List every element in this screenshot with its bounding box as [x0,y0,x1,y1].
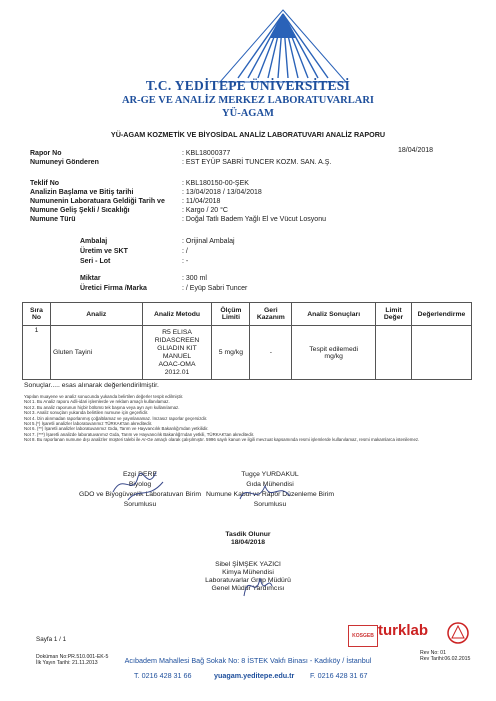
column-header: Analiz Metodu [142,303,212,326]
note-line: Not 5.(*) İşaretli analizler laboratuvarımız TÜRKAK'tan akreditedir. [24,421,153,427]
column-header: Sıra No [23,303,51,326]
page-number: Sayfa 1 / 1 [36,636,67,643]
field-label: Rapor No [30,150,62,157]
signer-title: Biyolog [128,481,152,488]
director-title: Genel Müdür Yardımcısı [211,585,285,592]
note-line: Not 3. Analiz sonuçları yukarıda belirtilen numune için geçerlidir. [24,410,149,416]
field-label: Numuneyi Gönderen [30,159,99,166]
field-value: : Orijinal Ambalaj [182,238,235,245]
signer-title: GDO ve Biyogüvenlik Laboratuvarı Birim [78,491,201,498]
field-label: Numune Geliş Şekli / Sıcaklığı [30,207,130,214]
director-name: Sibel ŞİMŞEK YAZICI [215,561,281,568]
evaluation [411,326,471,380]
recovery: - [250,326,292,380]
report-title: YÜ-AGAM KOZMETİK VE BİYOSİDAL ANALİZ LABORATUVARI ANALİZ RAPORU [110,130,386,139]
result-line: Tespit edilemedi [309,345,359,353]
field-label: Teklif No [30,180,60,187]
column-header: Limit Değer [376,303,412,326]
measurement-limit: 5 mg/kg [212,326,250,380]
field-value: : / [182,248,188,255]
handwritten-signature-left-icon [108,462,168,504]
signer-title: Sorumlusu [253,501,287,508]
university-name: T.C. YEDİTEPE ÜNİVERSİTESİ [145,78,351,93]
kosgeb-logo-icon: KOSGEB [348,625,378,647]
field-value: : EST EYÜP SABRİ TUNCER KOZM. SAN. A.Ş. [182,159,332,166]
footer-fax: F. 0216 428 31 67 [310,671,368,680]
note-line: Not 2. Bu analiz raporunun hiçbir bölümü tek başına veya ayrı ayrı kullanılamaz. [24,404,180,410]
doc-number: Doküman No:PR.510.001-EK-5 [36,654,109,660]
note-line: Not 6. (**) İşaretli analizler laboratuvarımız Gıda, Tarım ve Hayvancılık Bakanlığı'ndan yetkilidir. [24,426,209,432]
field-value: : 13/04/2018 / 13/04/2018 [182,189,262,196]
footer-phone: T. 0216 428 31 66 [134,671,192,680]
method-line: GLIADIN KIT [157,344,197,352]
method-line: AOAC-OMA [158,360,196,368]
analysis-result [292,326,376,380]
note-line: Not 1. Bu Analiz raporu Adli-idari işlemlerde ve reklam amaçlı kullanılamaz. [24,399,170,405]
field-value: : / Eyüp Sabri Tuncer [182,285,248,292]
yeditepe-logo-icon [218,8,348,86]
results-table [22,302,472,380]
field-label: Analizin Başlama ve Bitiş tarihi [30,189,134,196]
lab-short-name: YÜ-AGAM [222,108,274,119]
result-line: mg/kg [324,352,343,360]
limit-value [376,326,412,380]
column-header: Analiz Sonuçları [292,303,376,326]
rev-date: Rev Tarihi:06.02.2015 [420,656,471,662]
method-line: 2012.01 [164,368,190,376]
first-issue-date: İlk Yayın Tarihi: 21.11.2013 [36,660,98,666]
signer-title: Numune Kabul ve Rapor Düzenleme Birim [205,491,335,498]
field-label: Numunenin Laboratuara Geldiği Tarih ve [30,198,165,205]
field-value: : KBL18000377 [182,150,231,157]
notes-block [24,394,474,443]
director-title: Laboratuvarlar Grup Müdürü [205,577,291,584]
field-label: Miktar [80,275,101,282]
note-line: Yapılan muayene ve analiz sonucunda yukarıda belirtilen değerler tespit edilmiştir. [24,394,184,399]
table-row [23,326,472,380]
note-line: Not 4. İzin alınmadan raporlanmış çoğaltılamaz ve yayınlanamaz. İmzasız raporlar geçersizdir. [24,415,208,421]
field-value: : Kargo / 20 °C [182,207,228,214]
analysis-name: Gluten Tayini [50,326,142,380]
analysis-method [142,326,212,380]
report-date: 18/04/2018 [398,147,434,154]
accreditation-logo-icon [446,621,470,645]
footer-address: Acıbadem Mahallesi Bağ Sokak No: 8 İSTEK Vakfı Binası - Kadıköy / İstanbul [124,656,372,665]
row-number: 1 [23,326,51,380]
results-note: Sonuçlar..... esas alınarak değerlendirilmiştir. [24,382,159,389]
field-value: : 300 ml [182,275,207,282]
director-title: Kimya Mühendisi [222,569,274,576]
field-value: : Doğal Tatlı Badem Yağlı El ve Vücut Losyonu [182,216,326,223]
footer-website-link[interactable]: yuagam.yeditepe.edu.tr [214,671,295,680]
method-line: R5 ELISA [162,328,192,336]
lab-name: AR-GE VE ANALİZ MERKEZ LABORATUVARLARI [121,95,375,106]
field-label: Üretici Firma /Marka [80,285,147,292]
column-header: Geri Kazanım [250,303,292,326]
field-label: Ambalaj [80,238,108,245]
column-header: Analiz [50,303,142,326]
signer-title: Sorumlusu [123,501,157,508]
method-line: RIDASCREEN [154,336,200,344]
field-value: : KBL180150-00-ŞEK [182,180,249,187]
field-value: : 11/04/2018 [182,198,221,205]
field-label: Numune Türü [30,216,76,223]
approval-date: 18/04/2018 [230,539,266,546]
field-label: Üretim ve SKT [80,248,128,255]
field-value: : - [182,258,189,265]
approval-label: Tasdik Olunur [225,531,271,538]
column-header: Değerlendirme [411,303,471,326]
table-header-row [23,303,472,326]
field-label: Seri - Lot [80,258,111,265]
signer-name: Tugçe YURDAKUL [241,471,299,478]
signer-title: Gıda Mühendisi [246,481,294,488]
note-line: Not 7. (***) İşaretli analizde laboratuvarımız Gıda, Tarım ve Hayvancılık Bakanlığı'ndan yetkili, TÜRKAK'tan akreditedir. [24,431,255,437]
column-header: Ölçüm Limiti [212,303,250,326]
rev-number: Rev No: 01 [420,650,446,656]
note-line: Not 8. Bu raporlanan numune dışı analizler müşteri talebi ile Ar-Ge amaçlı olarak çalışılmıştır. 5996 sayılı kanun ve ilgili mevzuat kapsamında resmi işlemlerde kullanılamaz, resmi makamlarca istenilemez. [24,437,420,443]
turklab-logo-icon: turklab [378,622,429,639]
handwritten-signature-director-icon [236,566,276,606]
handwritten-signature-right-icon [235,474,295,514]
signer-name: Ezgi DERE [123,471,157,478]
method-line: MANUEL [162,352,192,360]
